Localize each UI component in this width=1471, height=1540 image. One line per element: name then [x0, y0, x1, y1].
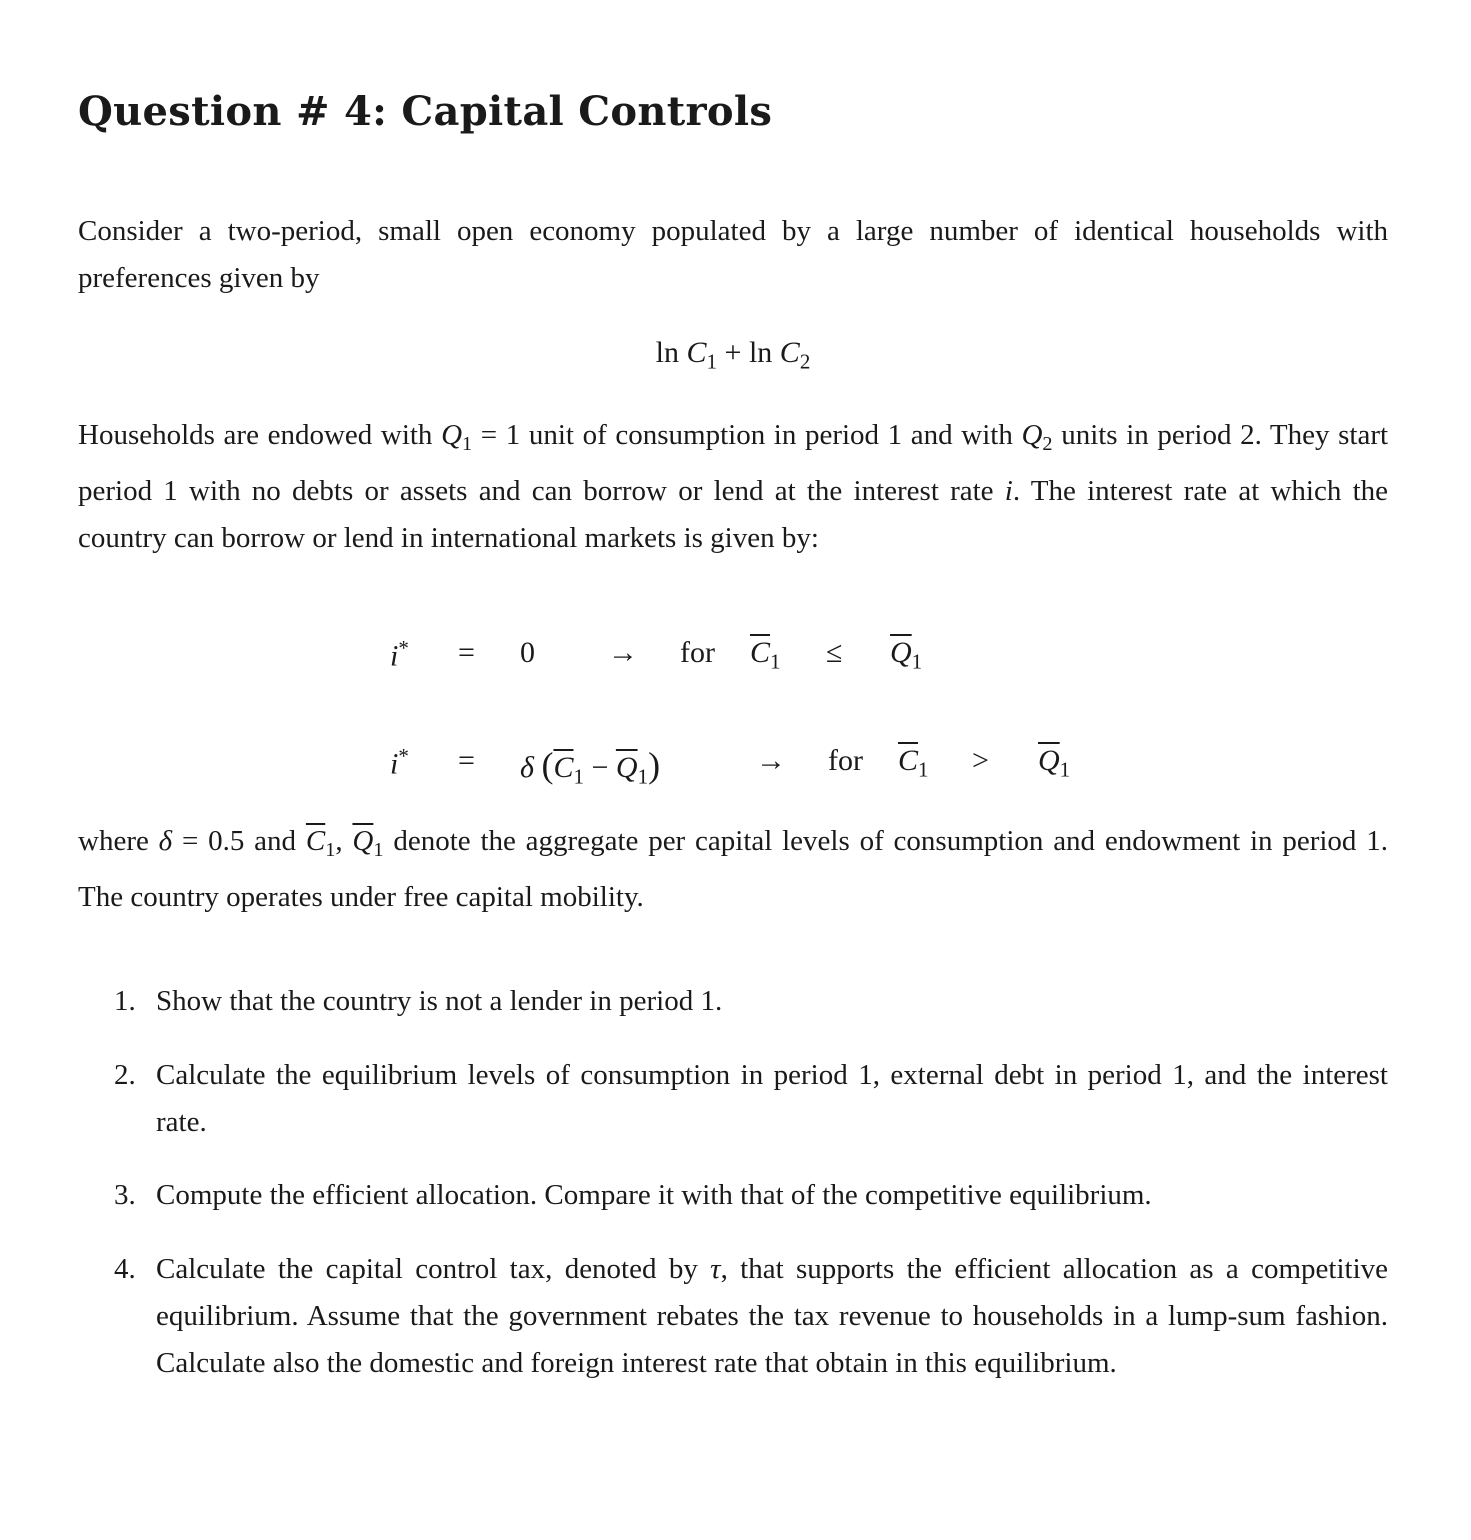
intro-paragraph: Consider a two-period, small open economy populated by a large number of identical households with preferences given by [78, 215, 1388, 294]
utility-equation: $\ln C_1 + \ln C_2$ [655, 336, 811, 374]
where-paragraph: where δ = 0.5 and $\overline{C}_1$, $\overline{Q}_1$ denote the aggregate per capital levels of consumption and endowment in period 1. The country operates under free capital mobility. [78, 825, 1388, 914]
question-title: Question # 4: Capital Controls [78, 88, 773, 135]
endowment-paragraph: Households are endowed with $Q_1 = 1$ unit of consumption in period 1 and with $Q_2$ units in period 2. They start period 1 with no debts or assets and can borrow or lend at the interest rate i. The interest rate at which the country can borrow or lend in international markets is given by: [78, 419, 1389, 555]
